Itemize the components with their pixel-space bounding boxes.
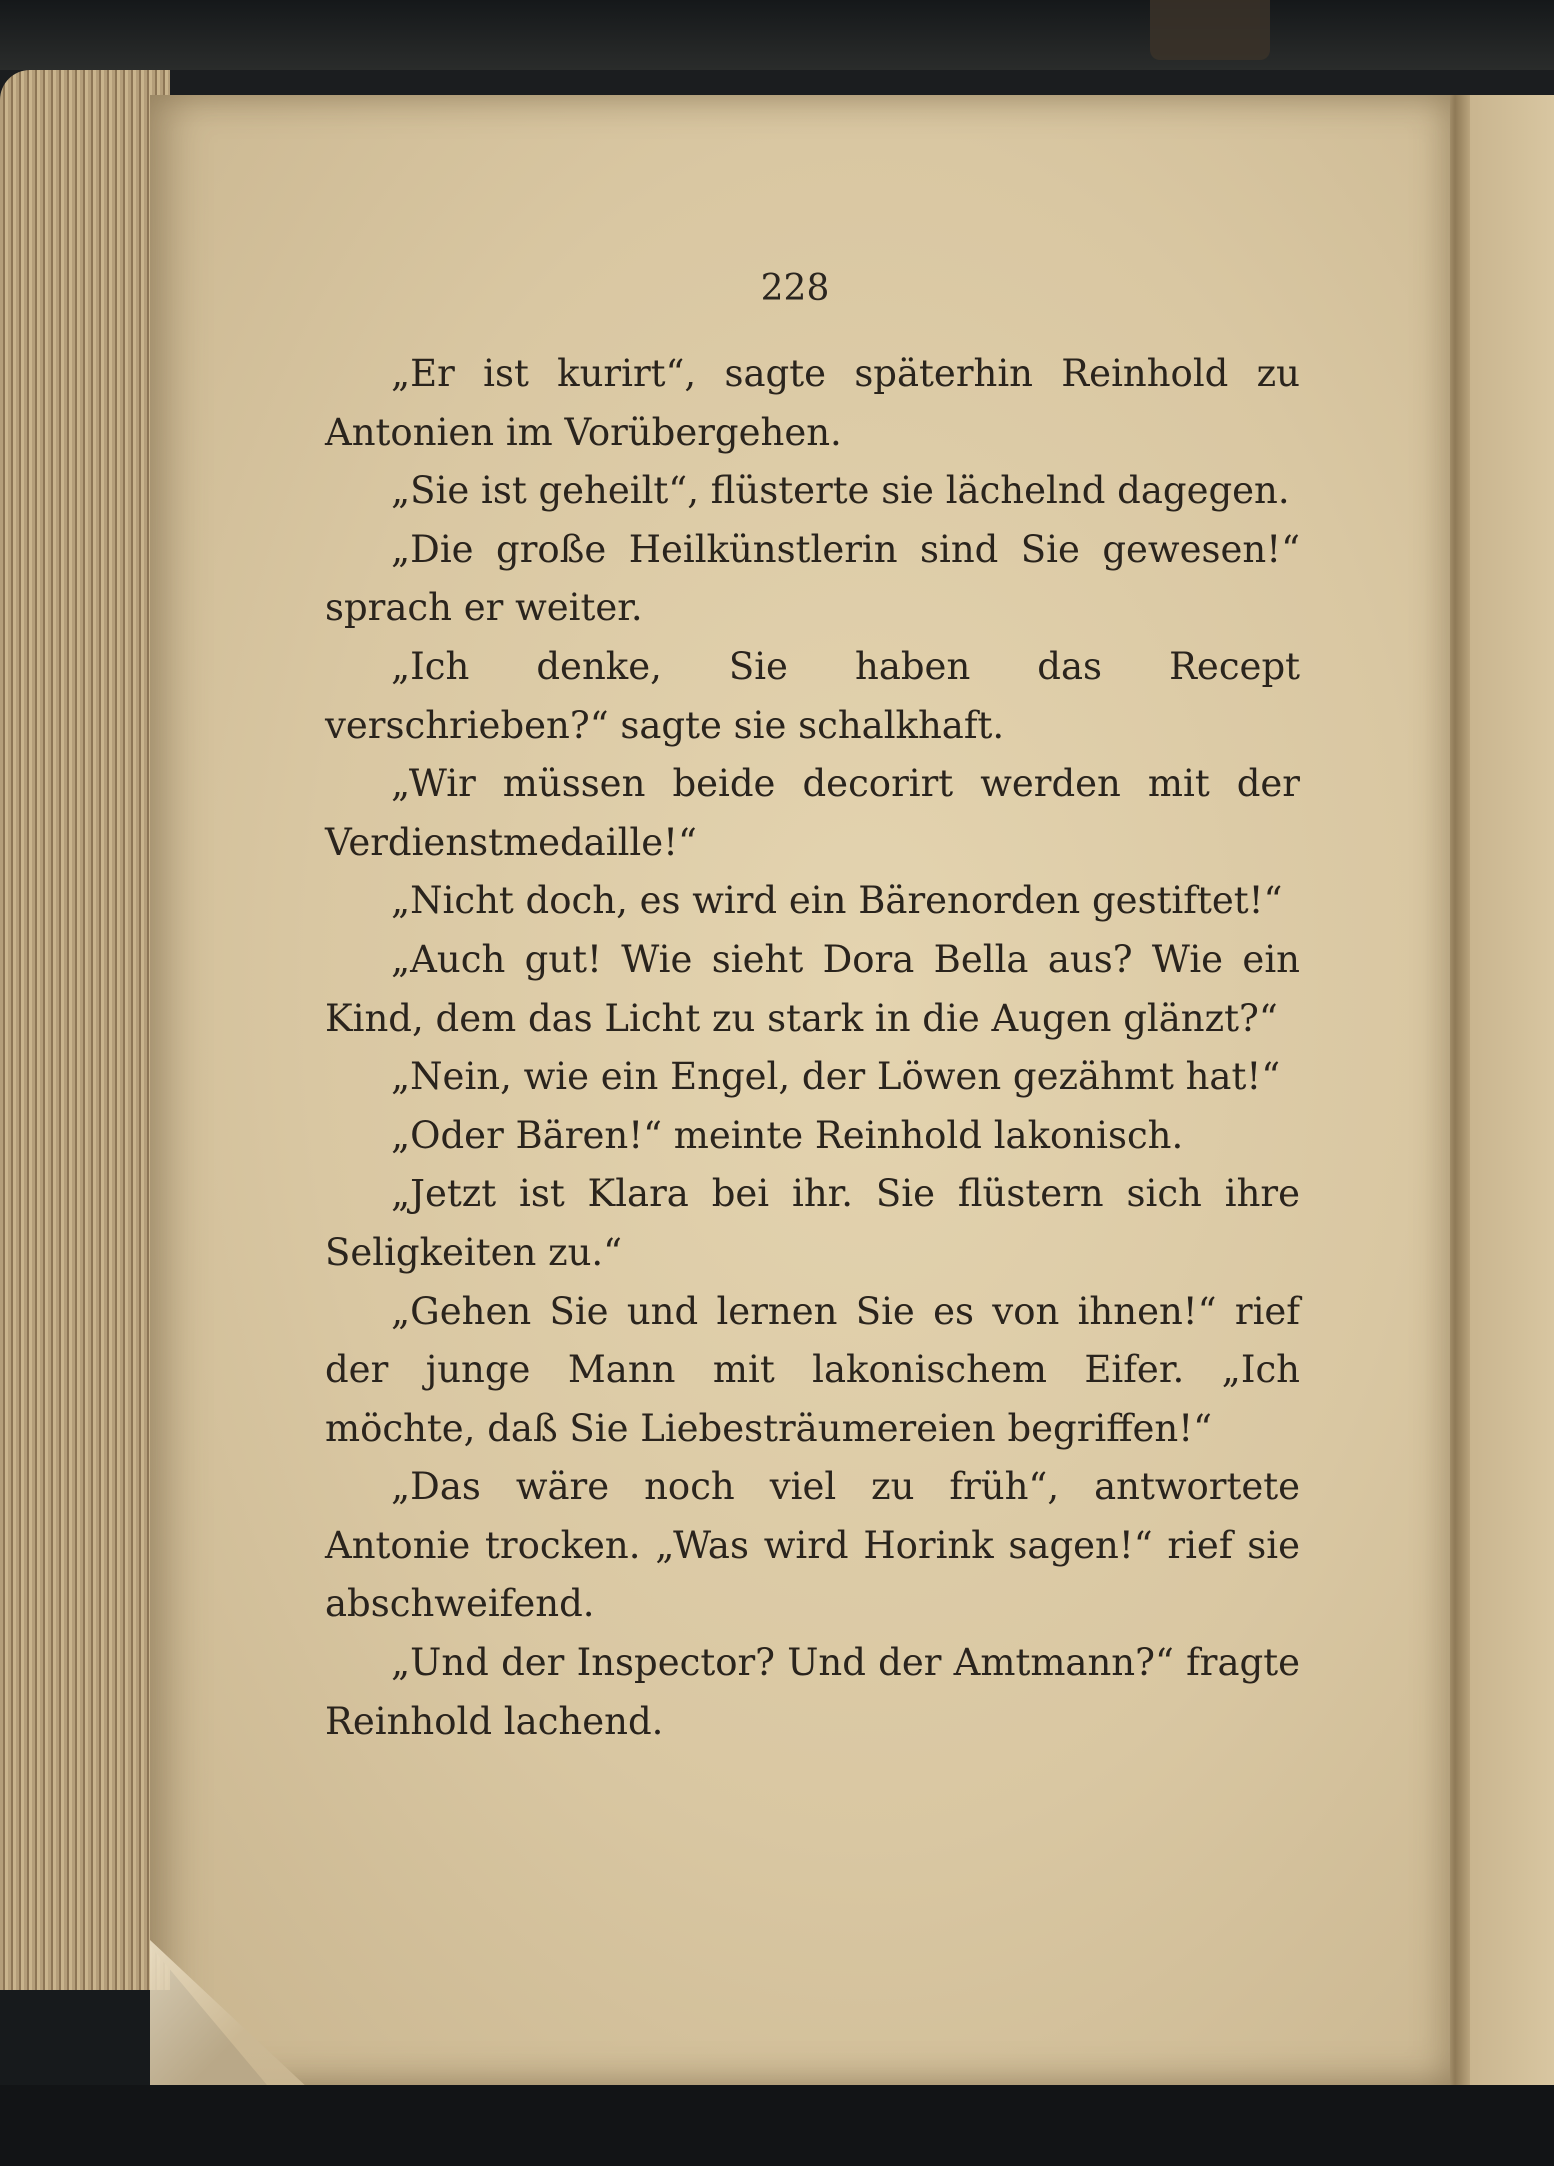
paragraph: „Auch gut! Wie sieht Dora Bella aus? Wie ein Kind, dem das Licht zu stark in die Augen glänzt?“ [325, 937, 1300, 1040]
facing-page-edge [1470, 95, 1554, 2085]
paragraph: „Wir müssen beide decorirt werden mit der Verdienstmedaille!“ [325, 762, 1300, 864]
book-cover-top [0, 0, 1554, 70]
paragraph: „Nicht doch, es wird ein Bärenorden gestiftet!“ [391, 879, 1283, 923]
paragraph: „Nein, wie ein Engel, der Löwen gezähmt hat!“ [391, 1055, 1281, 1099]
paragraph: „Er ist kurirt“, sagte späterhin Reinhold zu Antonien im Vorübergehen. [325, 352, 1300, 454]
paragraph: „Ich denke, Sie haben das Recept verschrieben?“ sagte sie schalkhaft. [325, 644, 1300, 747]
paragraph: „Oder Bären!“ meinte Reinhold lakonisch. [391, 1113, 1184, 1157]
book-cover-bottom [0, 2085, 1554, 2166]
paragraph: „Das wäre noch viel zu früh“, antwortete Antonie trocken. „Was wird Horink sagen!“ rief sie abschweifend. [325, 1465, 1300, 1626]
paragraph: „Gehen Sie und lernen Sie es von ihnen!“ rief der junge Mann mit lakonischem Eifer. „Ich möchte, daß Sie Liebesträumereien begriffen!“ [325, 1289, 1300, 1450]
page-stack-edge [0, 70, 170, 2080]
page-number: 228 [760, 268, 830, 309]
paragraph: „Sie ist geheilt“, flüsterte sie lächelnd dagegen. [391, 469, 1290, 513]
paragraph: „Und der Inspector? Und der Amtmann?“ fragte Reinhold lachend. [325, 1641, 1300, 1743]
paragraph: „Jetzt ist Klara bei ihr. Sie flüstern sich ihre Seligkeiten zu.“ [325, 1172, 1300, 1274]
page-text [325, 345, 1300, 1875]
paragraph: „Die große Heilkünstlerin sind Sie gewesen!“ sprach er weiter. [325, 527, 1300, 630]
book-cover-strap [1150, 0, 1270, 60]
